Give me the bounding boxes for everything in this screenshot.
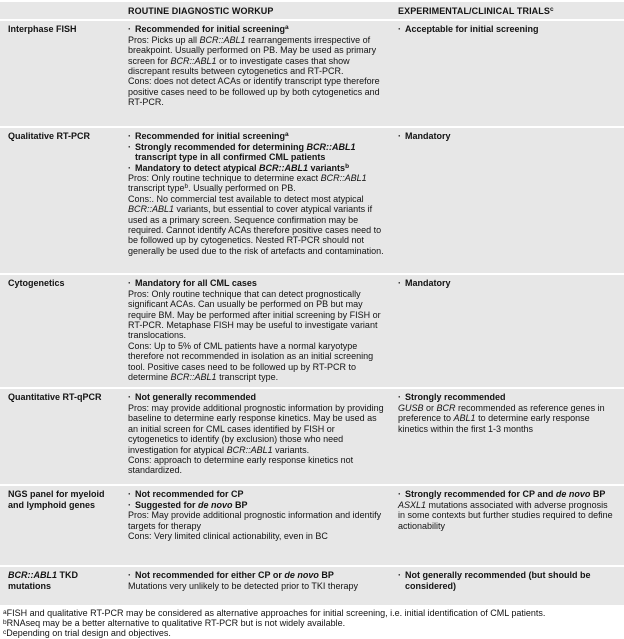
bullet-icon: · <box>398 24 401 35</box>
header-method-column <box>8 6 128 16</box>
bullet-icon: · <box>128 499 131 510</box>
table-row-bcr-abl1-tkd-mutations <box>0 567 624 605</box>
table-header-row <box>0 2 624 19</box>
table-row-interphase-fish <box>0 21 624 126</box>
table-row-ngs-panel <box>0 486 624 565</box>
header-experimental-trials: EXPERIMENTAL/CLINICAL TRIALS$^c$ <box>398 6 554 16</box>
routine-cell: · Recommended for initial screening$^a$ Pros: Picks up all BCR::ABL1 rearrangements irrespective of breakpoint. Usually performed on PB. May be used as primary screen for BCR::ABL1 or to investigate cases that show discrepant results between cytogenetics and RT-PCR. Cons: does not detect ACAs or identify transcript type therefore positive cases need to be followed up by both cytogenetics and RT-PCR. <box>128 24 380 108</box>
bullet-icon: · <box>128 489 131 500</box>
row-label: BCR::ABL1 TKD mutations <box>8 570 78 591</box>
footnote-c: $^c$Depending on trial design and objectives. <box>3 628 171 639</box>
bullet-icon: · <box>398 392 401 403</box>
footnote-a: $^a$FISH and qualitative RT-PCR may be considered as alternative approaches for initial screening, i.e. initial identification of CML patients. <box>3 608 546 619</box>
routine-cell: · Mandatory for all CML cases Pros: Only routine technique that can detect prognostically significant ACAs. Can usually be performed on PB but may require BM. May be performed after initial screening by FISH or RT-PCR. Metaphase FISH may be useful to investigate variant translocations. Cons: Up to 5% of CML patients have a normal karyotype therefore not recommended in isolation as an initial screening tool. Positive cases need to be followed up by RT-PCR to determine BCR::ABL1 transcript type. <box>128 278 381 383</box>
routine-cell: · Not recommended for either CP or de novo BP Mutations very unlikely to be detected prior to TKI therapy <box>128 570 358 591</box>
routine-cell: · Not recommended for CP · Suggested for de novo BP Pros: May provide additional prognostic information and identify targets for therapy Cons: Very limited clinical actionability, even in BC <box>128 489 382 542</box>
experimental-cell: · Mandatory <box>398 131 451 142</box>
bullet-icon: · <box>128 570 131 581</box>
bullet-icon: · <box>128 278 131 289</box>
experimental-cell: · Strongly recommended GUSB or BCR recommended as reference genes in preference to ABL1 to determine early response kinetics within the first 1-3 months <box>398 392 605 434</box>
bullet-icon: · <box>398 131 401 142</box>
row-label: Interphase FISH <box>8 24 77 35</box>
bullet-icon: · <box>398 278 401 289</box>
table-row-quantitative-rt-qpcr <box>0 389 624 484</box>
row-label: NGS panel for myeloid and lymphoid genes <box>8 489 105 510</box>
bullet-icon: · <box>128 131 131 142</box>
routine-cell: · Recommended for initial screening$^a$ · Strongly recommended for determining BCR::ABL1 transcript type in all confirmed CML patients · Mandatory to detect atypical BCR::ABL1 variants$^b$ Pros: Only routine technique to determine exact BCR::ABL1 transcript type$^b$. Usually performed on PB. Cons:. No commercial test available to detect most atypical BCR::ABL1 variants, but essential to cover atypical variants if used as a primary screen. Sequence confirmation may be required. Cannot identify ACAs therefore positive cases need to be followed up by cytogenetics. Nested RT-PCR should not generally be used due to the risk of artefacts and contamination. <box>128 131 384 256</box>
experimental-cell: · Not generally recommended (but should be considered) <box>398 570 591 591</box>
row-label: Quantitative RT-qPCR <box>8 392 102 403</box>
experimental-cell: · Strongly recommended for CP and de novo BP ASXL1 mutations associated with adverse prognosis in some contexts but further studies required to define actionability <box>398 489 613 531</box>
bullet-icon: · <box>128 24 131 35</box>
footnotes <box>0 605 624 638</box>
bullet-icon: · <box>128 392 131 403</box>
experimental-cell: · Mandatory <box>398 278 451 289</box>
bullet-icon: · <box>128 162 131 173</box>
bullet-icon: · <box>128 141 131 152</box>
table-row-cytogenetics <box>0 275 624 387</box>
bullet-icon: · <box>398 570 401 581</box>
row-label: Cytogenetics <box>8 278 65 289</box>
table-row-qualitative-rt-pcr <box>0 128 624 273</box>
experimental-cell: · Acceptable for initial screening <box>398 24 539 35</box>
bullet-icon: · <box>398 489 401 500</box>
footnote-b: $^b$RNAseq may be a better alternative to qualitative RT-PCR but is not widely available. <box>3 618 346 629</box>
routine-cell: · Not generally recommended Pros: may provide additional prognostic information by providing baseline to determine early response kinetics. May be used as an initial screen for CML cases identified by FISH or cytogenetics to identify (by exclusion) those who need investigation for atypical BCR::ABL1 variants. Cons: approach to determine early response kinetics not standardized. <box>128 392 384 476</box>
row-label: Qualitative RT-PCR <box>8 131 91 142</box>
header-routine-workup: ROUTINE DIAGNOSTIC WORKUP <box>128 6 274 16</box>
